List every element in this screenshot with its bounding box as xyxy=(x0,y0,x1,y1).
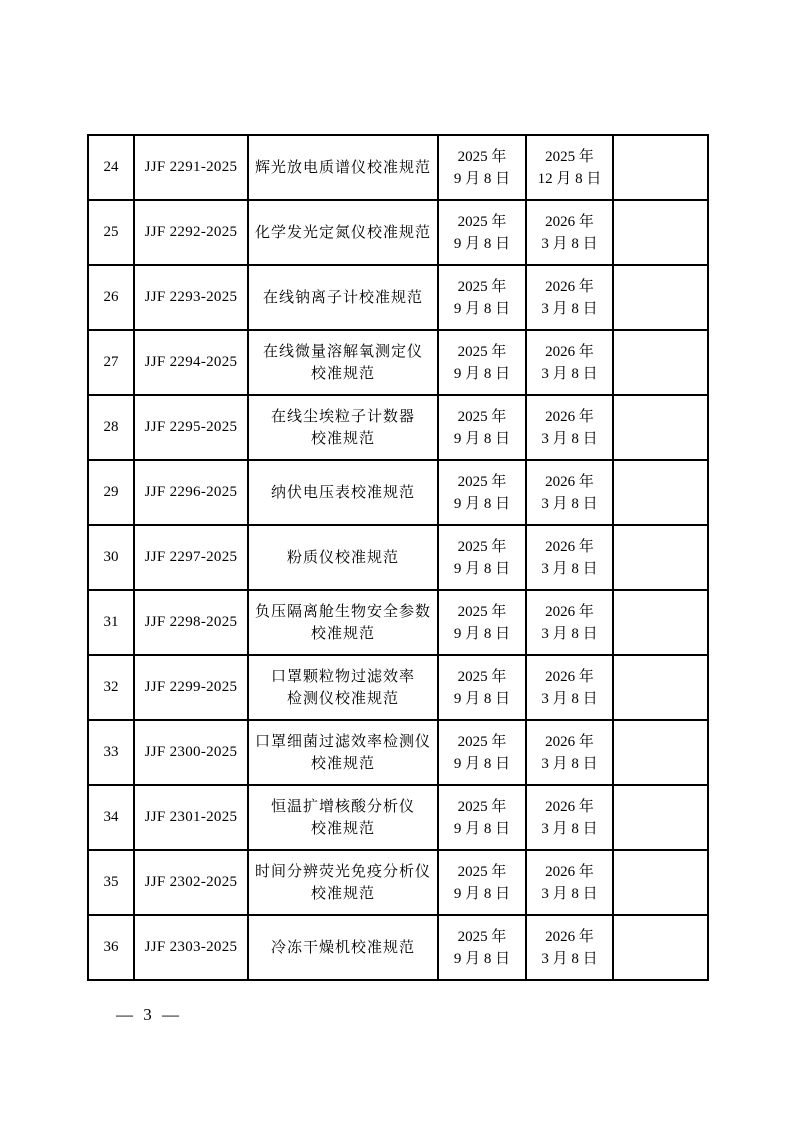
implementation-date-cell xyxy=(526,915,613,980)
standard-name-line-1: 在线钠离子计校准规范 xyxy=(262,289,423,306)
row-number: 26 xyxy=(103,289,119,305)
table-row xyxy=(88,135,708,200)
table-row xyxy=(88,785,708,850)
table-row xyxy=(88,200,708,265)
implementation-date-year: 2026 年 xyxy=(545,473,594,490)
row-number: 29 xyxy=(103,484,119,500)
row-number-cell xyxy=(88,720,134,785)
standard-name-line-1: 化学发光定氮仪校准规范 xyxy=(254,224,431,241)
implementation-date-cell xyxy=(526,200,613,265)
standard-code: JJF 2295-2025 xyxy=(144,419,238,435)
standard-code-cell xyxy=(134,590,248,655)
implementation-date-cell xyxy=(526,395,613,460)
row-number-cell xyxy=(88,525,134,590)
row-number-cell xyxy=(88,655,134,720)
implementation-date-cell xyxy=(526,460,613,525)
standard-name-cell xyxy=(248,265,438,330)
standard-name-line-1: 在线微量溶解氧测定仪 xyxy=(262,343,423,360)
row-number: 28 xyxy=(103,419,119,435)
remarks-cell xyxy=(613,395,708,460)
implementation-date-year: 2026 年 xyxy=(545,408,594,425)
issue-date-year: 2025 年 xyxy=(457,538,507,555)
standard-code: JJF 2302-2025 xyxy=(144,874,238,890)
remarks-cell xyxy=(613,655,708,720)
issue-date-monthday: 9 月 8 日 xyxy=(453,235,511,252)
row-number-cell xyxy=(88,265,134,330)
issue-date-cell xyxy=(438,135,526,200)
row-number: 24 xyxy=(103,159,119,175)
issue-date-monthday: 9 月 8 日 xyxy=(453,170,511,187)
implementation-date-cell xyxy=(526,785,613,850)
implementation-date-year: 2026 年 xyxy=(545,863,594,880)
issue-date-monthday: 9 月 8 日 xyxy=(453,430,511,447)
implementation-date-monthday: 3 月 8 日 xyxy=(541,495,598,512)
remarks-cell xyxy=(613,850,708,915)
standard-name-line-1: 口罩颗粒物过滤效率 xyxy=(270,668,415,685)
issue-date-cell xyxy=(438,525,526,590)
implementation-date-cell xyxy=(526,850,613,915)
remarks-cell xyxy=(613,915,708,980)
standard-name-line-2: 检测仪校准规范 xyxy=(286,690,399,707)
issue-date-year: 2025 年 xyxy=(457,148,507,165)
standard-name-cell xyxy=(248,590,438,655)
implementation-date-year: 2026 年 xyxy=(545,798,594,815)
row-number: 32 xyxy=(103,679,119,695)
row-number: 31 xyxy=(103,614,119,630)
table-row xyxy=(88,720,708,785)
standard-code: JJF 2296-2025 xyxy=(144,484,238,500)
row-number: 34 xyxy=(103,809,119,825)
implementation-date-year: 2026 年 xyxy=(545,928,594,945)
standard-name-cell xyxy=(248,395,438,460)
issue-date-cell xyxy=(438,720,526,785)
standard-name-line-1: 负压隔离舱生物安全参数 xyxy=(254,603,431,620)
implementation-date-monthday: 3 月 8 日 xyxy=(541,560,598,577)
specifications-table xyxy=(87,134,709,981)
standard-name-cell xyxy=(248,330,438,395)
standard-name-cell xyxy=(248,460,438,525)
standard-name-line-2: 校准规范 xyxy=(310,625,375,642)
table-row xyxy=(88,265,708,330)
standard-name-line-2: 校准规范 xyxy=(310,755,375,772)
standard-name-line-2: 校准规范 xyxy=(310,365,375,382)
implementation-date-year: 2026 年 xyxy=(545,343,594,360)
standard-code: JJF 2291-2025 xyxy=(144,159,238,175)
implementation-date-year: 2026 年 xyxy=(545,733,594,750)
standard-name-cell xyxy=(248,655,438,720)
issue-date-cell xyxy=(438,395,526,460)
issue-date-monthday: 9 月 8 日 xyxy=(453,495,511,512)
table-row xyxy=(88,655,708,720)
implementation-date-year: 2026 年 xyxy=(545,668,594,685)
row-number-cell xyxy=(88,200,134,265)
issue-date-cell xyxy=(438,785,526,850)
implementation-date-monthday: 3 月 8 日 xyxy=(541,820,598,837)
remarks-cell xyxy=(613,200,708,265)
issue-date-monthday: 9 月 8 日 xyxy=(453,690,511,707)
implementation-date-cell xyxy=(526,655,613,720)
remarks-cell xyxy=(613,265,708,330)
standard-name-line-1: 时间分辨荧光免疫分析仪 xyxy=(254,863,431,880)
implementation-date-monthday: 3 月 8 日 xyxy=(541,365,598,382)
row-number-cell xyxy=(88,395,134,460)
standard-code: JJF 2301-2025 xyxy=(144,809,238,825)
table-row xyxy=(88,395,708,460)
standard-name-line-1: 冷冻干燥机校准规范 xyxy=(270,939,415,956)
implementation-date-cell xyxy=(526,590,613,655)
standard-name-line-1: 口罩细菌过滤效率检测仪 xyxy=(254,733,431,750)
row-number-cell xyxy=(88,785,134,850)
table-row xyxy=(88,590,708,655)
issue-date-cell xyxy=(438,655,526,720)
standard-code-cell xyxy=(134,850,248,915)
issue-date-year: 2025 年 xyxy=(457,733,507,750)
implementation-date-monthday: 3 月 8 日 xyxy=(541,625,598,642)
implementation-date-monthday: 3 月 8 日 xyxy=(541,235,598,252)
implementation-date-year: 2025 年 xyxy=(545,148,594,165)
issue-date-year: 2025 年 xyxy=(457,473,507,490)
issue-date-monthday: 9 月 8 日 xyxy=(453,885,511,902)
row-number: 25 xyxy=(103,224,119,240)
standard-code-cell xyxy=(134,460,248,525)
issue-date-cell xyxy=(438,850,526,915)
issue-date-monthday: 9 月 8 日 xyxy=(453,950,511,967)
issue-date-cell xyxy=(438,590,526,655)
remarks-cell xyxy=(613,525,708,590)
row-number-cell xyxy=(88,590,134,655)
standard-code-cell xyxy=(134,720,248,785)
issue-date-cell xyxy=(438,265,526,330)
implementation-date-cell xyxy=(526,720,613,785)
table-row xyxy=(88,330,708,395)
implementation-date-cell xyxy=(526,525,613,590)
standard-code-cell xyxy=(134,655,248,720)
implementation-date-year: 2026 年 xyxy=(545,603,594,620)
standard-name-line-1: 恒温扩增核酸分析仪 xyxy=(270,798,415,815)
table-row xyxy=(88,460,708,525)
page-number: — 3 — xyxy=(116,1005,182,1024)
standard-name-line-1: 纳伏电压表校准规范 xyxy=(270,484,415,501)
standard-code: JJF 2298-2025 xyxy=(144,614,238,630)
issue-date-year: 2025 年 xyxy=(457,798,507,815)
row-number: 33 xyxy=(103,744,119,760)
issue-date-monthday: 9 月 8 日 xyxy=(453,560,511,577)
row-number: 27 xyxy=(103,354,119,370)
implementation-date-year: 2026 年 xyxy=(545,538,594,555)
standard-code: JJF 2300-2025 xyxy=(144,744,238,760)
standard-code-cell xyxy=(134,395,248,460)
standard-name-cell xyxy=(248,200,438,265)
issue-date-year: 2025 年 xyxy=(457,343,507,360)
issue-date-monthday: 9 月 8 日 xyxy=(453,820,511,837)
issue-date-year: 2025 年 xyxy=(457,668,507,685)
remarks-cell xyxy=(613,785,708,850)
issue-date-year: 2025 年 xyxy=(457,603,507,620)
issue-date-cell xyxy=(438,330,526,395)
standard-name-cell xyxy=(248,135,438,200)
standard-code-cell xyxy=(134,785,248,850)
standard-name-line-1: 辉光放电质谱仪校准规范 xyxy=(254,159,431,176)
issue-date-cell xyxy=(438,200,526,265)
row-number-cell xyxy=(88,850,134,915)
standard-code-cell xyxy=(134,915,248,980)
standard-name-cell xyxy=(248,785,438,850)
issue-date-cell xyxy=(438,915,526,980)
row-number-cell xyxy=(88,330,134,395)
implementation-date-monthday: 12 月 8 日 xyxy=(537,170,602,187)
row-number-cell xyxy=(88,135,134,200)
implementation-date-monthday: 3 月 8 日 xyxy=(541,690,598,707)
issue-date-year: 2025 年 xyxy=(457,278,507,295)
remarks-cell xyxy=(613,590,708,655)
issue-date-monthday: 9 月 8 日 xyxy=(453,300,511,317)
standard-name-cell xyxy=(248,525,438,590)
standard-code: JJF 2299-2025 xyxy=(144,679,238,695)
issue-date-year: 2025 年 xyxy=(457,928,507,945)
standard-name-cell xyxy=(248,720,438,785)
row-number-cell xyxy=(88,915,134,980)
implementation-date-cell xyxy=(526,135,613,200)
row-number: 30 xyxy=(103,549,119,565)
table-row xyxy=(88,525,708,590)
implementation-date-cell xyxy=(526,265,613,330)
remarks-cell xyxy=(613,330,708,395)
standard-code: JJF 2303-2025 xyxy=(144,939,238,955)
remarks-cell xyxy=(613,460,708,525)
standard-name-line-2: 校准规范 xyxy=(310,820,375,837)
row-number: 35 xyxy=(103,874,119,890)
table-row xyxy=(88,850,708,915)
issue-date-year: 2025 年 xyxy=(457,408,507,425)
implementation-date-monthday: 3 月 8 日 xyxy=(541,950,598,967)
standard-code: JJF 2293-2025 xyxy=(144,289,238,305)
standard-name-line-1: 在线尘埃粒子计数器 xyxy=(270,408,415,425)
standard-code-cell xyxy=(134,330,248,395)
implementation-date-year: 2026 年 xyxy=(545,213,594,230)
standard-name-cell xyxy=(248,850,438,915)
implementation-date-monthday: 3 月 8 日 xyxy=(541,430,598,447)
remarks-cell xyxy=(613,135,708,200)
remarks-cell xyxy=(613,720,708,785)
issue-date-cell xyxy=(438,460,526,525)
row-number: 36 xyxy=(103,939,119,955)
standard-code: JJF 2297-2025 xyxy=(144,549,238,565)
issue-date-year: 2025 年 xyxy=(457,213,507,230)
implementation-date-monthday: 3 月 8 日 xyxy=(541,300,598,317)
standard-name-line-2: 校准规范 xyxy=(310,430,375,447)
implementation-date-monthday: 3 月 8 日 xyxy=(541,885,598,902)
standard-code: JJF 2292-2025 xyxy=(144,224,238,240)
standard-code-cell xyxy=(134,135,248,200)
issue-date-year: 2025 年 xyxy=(457,863,507,880)
standard-name-line-2: 校准规范 xyxy=(310,885,375,902)
standard-code-cell xyxy=(134,200,248,265)
table-row xyxy=(88,915,708,980)
standard-code-cell xyxy=(134,525,248,590)
row-number-cell xyxy=(88,460,134,525)
standard-name-cell xyxy=(248,915,438,980)
implementation-date-cell xyxy=(526,330,613,395)
issue-date-monthday: 9 月 8 日 xyxy=(453,365,511,382)
standard-code: JJF 2294-2025 xyxy=(144,354,238,370)
implementation-date-monthday: 3 月 8 日 xyxy=(541,755,598,772)
standard-name-line-1: 粉质仪校准规范 xyxy=(286,549,399,566)
issue-date-monthday: 9 月 8 日 xyxy=(453,755,511,772)
implementation-date-year: 2026 年 xyxy=(545,278,594,295)
issue-date-monthday: 9 月 8 日 xyxy=(453,625,511,642)
standard-code-cell xyxy=(134,265,248,330)
